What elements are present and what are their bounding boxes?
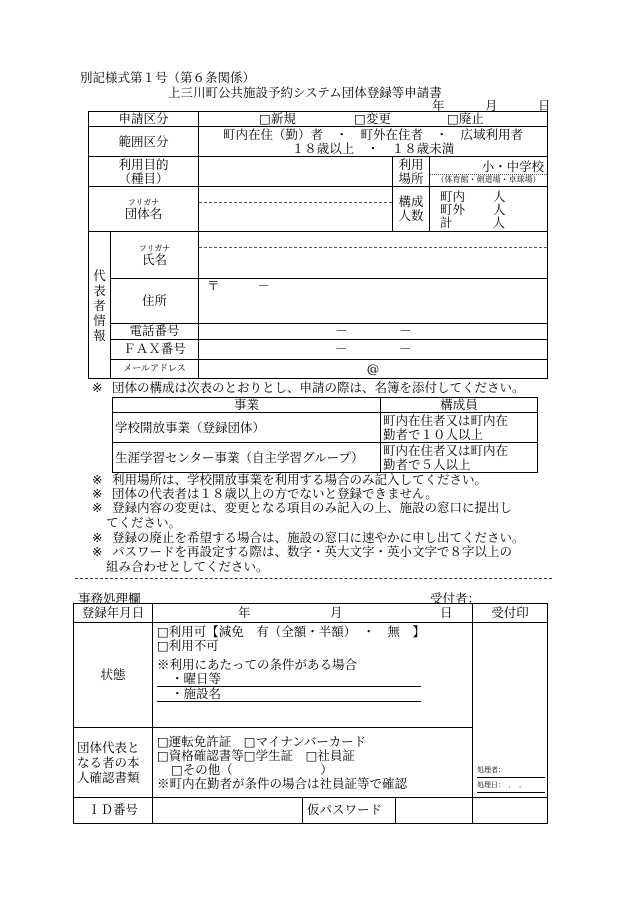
condition-note: ※利用にあたっての条件がある場合	[157, 657, 358, 672]
id-doc-options-2[interactable]: □資格確認書等□学生証 □社員証	[157, 747, 355, 763]
composition-header-members: 構成員	[381, 398, 538, 413]
date-month: 月	[485, 98, 498, 113]
rep-name-field[interactable]	[199, 232, 548, 279]
cut-line	[75, 578, 552, 579]
rep-name-label: 氏名	[142, 251, 168, 267]
id-number-label: ＩＤ番号	[74, 798, 153, 824]
group-name-label: 団体名	[124, 205, 163, 221]
address-label: 住所	[111, 279, 199, 324]
purpose-label-2: （種目）	[118, 170, 169, 186]
scope-label: 範囲区分	[89, 127, 199, 157]
type-label: 申請区分	[89, 112, 199, 127]
id-doc-label-1: 団体代表と	[77, 740, 140, 755]
postal-mark: 〒	[207, 278, 220, 294]
members-in-row[interactable]: 町内 人	[440, 188, 506, 204]
representative-section-label: 代 表 者 情 報	[89, 232, 111, 378]
status-ng-checkbox[interactable]: □利用不可	[157, 638, 219, 653]
office-section-label: 事務処理欄	[78, 591, 141, 606]
composition-row-members: 町内在住者又は町内在 勤者で１０人以上	[381, 413, 538, 443]
temp-password-cell	[303, 798, 473, 824]
reg-date-label: 登録年月日	[74, 604, 153, 623]
status-label: 状態	[74, 623, 153, 728]
status-ok-checkbox[interactable]: □利用可【減免 有（全額・半額） ・ 無 】	[157, 624, 426, 639]
temp-password-label: 仮パスワード	[307, 802, 383, 818]
condition-facility-field[interactable]: ・施設名	[157, 687, 421, 702]
receiver-label: 受付者：	[430, 591, 481, 606]
scope-options[interactable]	[199, 127, 548, 157]
postal-dash: －	[257, 278, 271, 294]
group-name-field[interactable]	[199, 187, 393, 232]
form-number: 別記様式第１号（第６条関係）	[80, 70, 256, 85]
processor-label: 処理者：	[477, 763, 545, 778]
composition-row-project: 生涯学習センター事業（自主学習グループ）	[113, 443, 381, 473]
place-label-2: 場所	[398, 170, 424, 186]
place-note: （体育館・剣道場・卓球場）	[436, 174, 541, 184]
reg-date-field[interactable]: 年 月 日	[153, 604, 473, 623]
date-day: 日	[538, 98, 551, 113]
condition-day-field[interactable]: ・曜日等	[157, 672, 421, 687]
address-field[interactable]	[199, 279, 548, 324]
place-label-1: 利用	[398, 156, 424, 172]
date-year: 年	[432, 98, 445, 113]
members-out-row[interactable]: 町外 人	[440, 201, 506, 217]
id-doc-options-1[interactable]: □運転免許証 □マイナンバーカード	[157, 733, 367, 749]
id-doc-note: ※町内在勤者が条件の場合は社員証等で確認	[157, 775, 408, 791]
type-change-checkbox[interactable]: □変更	[354, 111, 391, 126]
email-field[interactable]	[199, 359, 548, 378]
type-new-checkbox[interactable]: □新規	[259, 111, 296, 126]
fax-label: ＦＡＸ番号	[111, 339, 199, 359]
place-value[interactable]: 小・中学校	[430, 160, 547, 175]
phone-label: 電話番号	[111, 324, 199, 339]
email-label: メールアドレス	[111, 359, 199, 378]
scope-line1: 町内在住（勤）者 ・ 町外在住者 ・ 広域利用者	[223, 126, 524, 142]
form-title: 上三川町公共施設予約システム団体登録等申請書	[168, 85, 442, 100]
composition-table	[112, 397, 538, 473]
application-table	[88, 111, 548, 379]
email-at: @	[366, 360, 380, 376]
stamp-label: 受付印	[473, 604, 548, 623]
phone-field[interactable]: － －	[199, 324, 548, 339]
fax-field[interactable]: － －	[199, 339, 548, 359]
processed-date-label: 処理日： ． ．	[477, 778, 545, 793]
id-doc-other[interactable]: □その他（ ）	[171, 761, 333, 777]
rep-furigana-label: フリガナ	[138, 243, 171, 253]
composition-row-members: 町内在住者又は町内在 勤者で５人以上	[381, 443, 538, 473]
temp-password-field[interactable]	[473, 798, 548, 824]
id-doc-label-2: なる者の本	[77, 755, 140, 770]
stamp-box	[473, 623, 548, 798]
type-abolish-checkbox[interactable]: □廃止	[447, 111, 484, 126]
group-furigana-label: フリガナ	[127, 197, 160, 207]
purpose-label-1: 利用目的	[118, 156, 169, 172]
purpose-field[interactable]	[199, 157, 393, 187]
office-table	[73, 603, 548, 824]
members-total-row[interactable]: 計 人	[440, 214, 506, 230]
scope-line2: １８歳以上 ・ １８歳未満	[291, 140, 455, 156]
members-label-2: 人数	[398, 208, 424, 224]
composition-row-project: 学校開放事業（登録団体）	[113, 413, 381, 443]
members-label-1: 構成	[398, 194, 424, 209]
id-doc-label-3: 人確認書類	[77, 770, 140, 785]
id-number-field[interactable]	[153, 798, 303, 824]
composition-header-project: 事業	[113, 398, 381, 413]
